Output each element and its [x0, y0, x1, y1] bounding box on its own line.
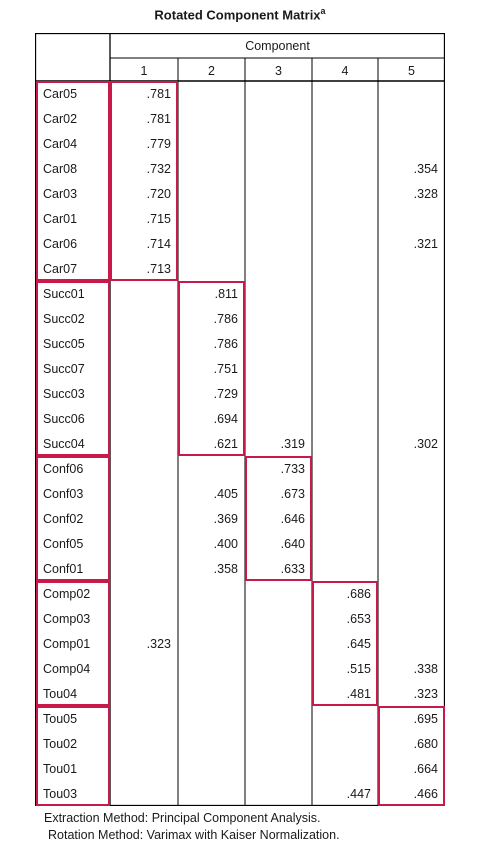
row-label: Succ03 [43, 387, 85, 401]
loading-value: .680 [413, 737, 438, 751]
loading-value: .786 [213, 337, 238, 351]
loading-value: .328 [413, 187, 438, 201]
row-label: Conf05 [43, 537, 84, 551]
loading-value: .729 [213, 387, 238, 401]
row-label: Comp02 [43, 587, 91, 601]
loading-value: .694 [213, 412, 238, 426]
footnotes [44, 810, 340, 844]
loading-value: .686 [346, 587, 371, 601]
row-label: Tou05 [43, 712, 78, 726]
row-label: Car01 [43, 212, 78, 226]
loading-value: .811 [214, 287, 238, 301]
loading-value: .369 [213, 512, 238, 526]
table-title [0, 6, 480, 22]
loading-value: .720 [146, 187, 171, 201]
header-column-1: 1 [140, 64, 148, 78]
row-label: Tou03 [43, 787, 78, 801]
loading-value: .447 [346, 787, 371, 801]
row-label: Succ02 [43, 312, 85, 326]
row-label: Comp04 [43, 662, 91, 676]
loading-value: .621 [213, 437, 238, 451]
loading-value: .321 [413, 237, 438, 251]
row-label: Succ05 [43, 337, 85, 351]
rotated-component-matrix-table [35, 33, 445, 806]
loading-value: .786 [213, 312, 238, 326]
loading-value: .354 [413, 162, 438, 176]
row-label: Succ04 [43, 437, 85, 451]
row-label: Car05 [43, 87, 78, 101]
loading-value: .664 [413, 762, 438, 776]
loading-value: .481 [346, 687, 371, 701]
row-label: Car03 [43, 187, 78, 201]
loading-value: .338 [413, 662, 438, 676]
row-label: Tou04 [43, 687, 78, 701]
row-label: Car06 [43, 237, 78, 251]
loading-value: .302 [413, 437, 438, 451]
loading-value: .640 [280, 537, 305, 551]
header-column-2: 2 [208, 64, 215, 78]
loading-value: .646 [280, 512, 305, 526]
loading-value: .323 [146, 637, 171, 651]
loading-value: .714 [146, 237, 171, 251]
highlight-boxes [37, 82, 444, 805]
loading-value: .715 [146, 212, 171, 226]
row-label: Succ06 [43, 412, 85, 426]
row-label: Car07 [43, 262, 78, 276]
loading-value: .732 [146, 162, 171, 176]
loading-value: .319 [280, 437, 305, 451]
row-label: Succ01 [43, 287, 85, 301]
row-label: Car08 [43, 162, 78, 176]
loading-value: .405 [213, 487, 238, 501]
footnote-rotation-method: Rotation Method: Varimax with Kaiser Normalization. [48, 828, 340, 842]
title-footnote-marker: a [320, 6, 326, 16]
loading-value: .733 [280, 462, 305, 476]
loading-value: .713 [146, 262, 171, 276]
loading-value: .751 [213, 362, 238, 376]
row-label: Car04 [43, 137, 78, 151]
loading-value: .323 [413, 687, 438, 701]
row-label: Conf01 [43, 562, 84, 576]
loading-value: .515 [346, 662, 371, 676]
header-column-3: 3 [275, 64, 282, 78]
row-label: Conf02 [43, 512, 84, 526]
loading-value: .673 [280, 487, 305, 501]
loading-value: .695 [413, 712, 438, 726]
row-label: Comp03 [43, 612, 91, 626]
row-label: Conf03 [43, 487, 84, 501]
loading-value: .645 [346, 637, 371, 651]
header-column-5: 5 [408, 64, 415, 78]
row-label: Comp01 [43, 637, 91, 651]
table-border [36, 34, 445, 806]
loading-value: .781 [146, 112, 171, 126]
footnote-extraction-method: Extraction Method: Principal Component Analysis. [44, 811, 321, 825]
loading-value: .633 [280, 562, 305, 576]
row-label: Tou02 [43, 737, 78, 751]
row-label: Tou01 [43, 762, 78, 776]
header-column-4: 4 [341, 64, 349, 78]
row-label: Succ07 [43, 362, 85, 376]
table-grid [35, 33, 445, 806]
table-title-text: Rotated Component Matrix [154, 7, 321, 23]
row-label: Car02 [43, 112, 78, 126]
loading-value: .400 [213, 537, 238, 551]
row-label: Conf06 [43, 462, 84, 476]
loading-value: .358 [213, 562, 238, 576]
table-cells [43, 39, 438, 801]
loading-value: .779 [146, 137, 171, 151]
header-component-label: Component [245, 39, 310, 53]
loading-value: .653 [346, 612, 371, 626]
loading-value: .466 [413, 787, 438, 801]
loading-value: .781 [146, 87, 171, 101]
